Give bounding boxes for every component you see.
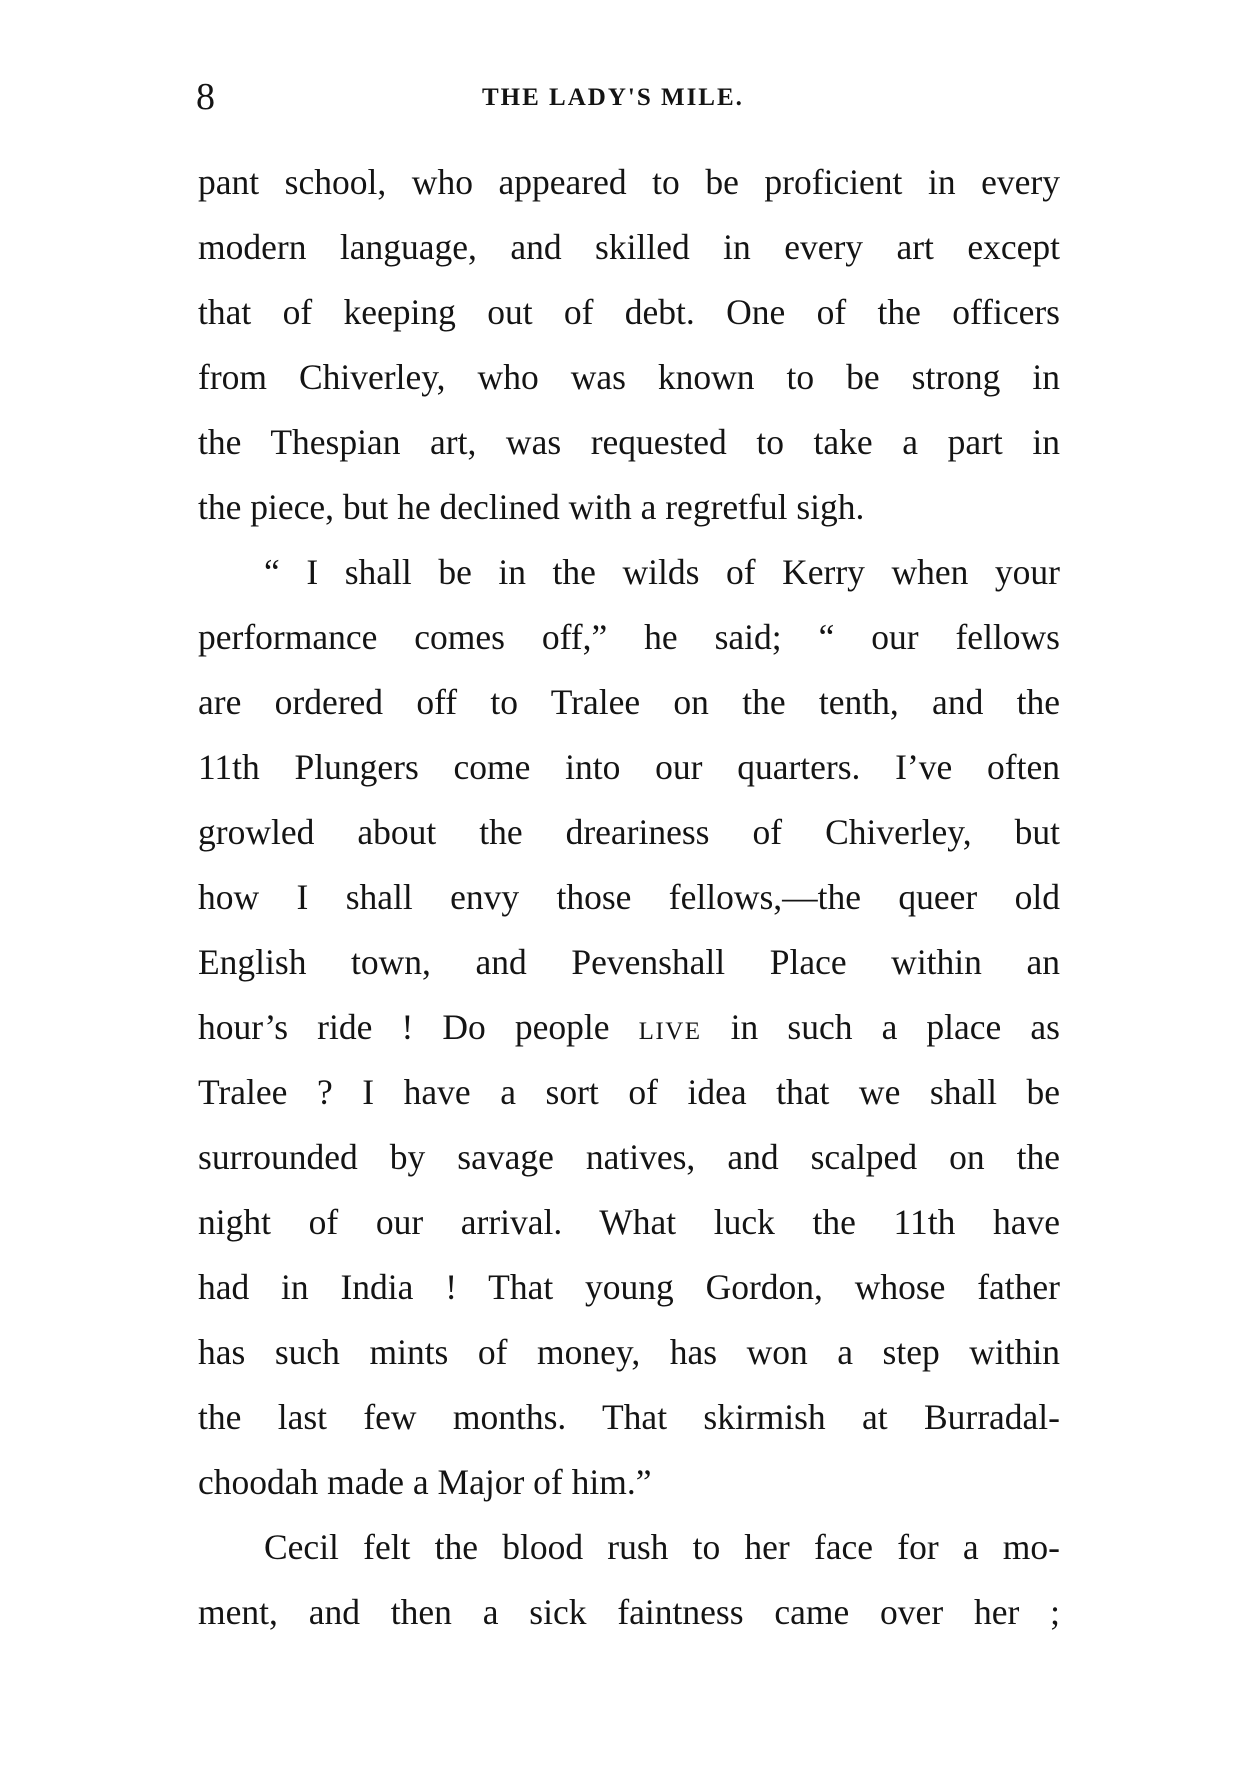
page-number: 8: [196, 76, 215, 118]
text-line: [198, 995, 1060, 1060]
text-line: the last few months. That skirmish at Burradal-: [198, 1397, 1060, 1437]
text-line: 11th Plungers come into our quarters. I’ve often: [198, 747, 1060, 787]
paragraph-start-line: Cecil felt the blood rush to her face for a mo-: [264, 1527, 1060, 1567]
text-line: that of keeping out of debt. One of the officers: [198, 292, 1060, 332]
text-line: English town, and Pevenshall Place within an: [198, 942, 1060, 982]
text-line: growled about the dreariness of Chiverley, but: [198, 812, 1060, 852]
text-line: pant school, who appeared to be proficient in every: [198, 162, 1060, 202]
text-line: surrounded by savage natives, and scalped on the: [198, 1137, 1060, 1177]
body-text: [198, 150, 1060, 1645]
text-line: the Thespian art, was requested to take a part in: [198, 422, 1060, 462]
text-line: choodah made a Major of him.”: [198, 1462, 652, 1502]
text-line: had in India ! That young Gordon, whose father: [198, 1267, 1060, 1307]
text-line: has such mints of money, has won a step within: [198, 1332, 1060, 1372]
text-line: from Chiverley, who was known to be strong in: [198, 357, 1060, 397]
text-segment: in such a place as: [701, 1007, 1060, 1047]
small-caps-word: LIVE: [638, 1018, 702, 1045]
text-line: ment, and then a sick faintness came over her ;: [198, 1592, 1060, 1632]
paragraph-start-line: “ I shall be in the wilds of Kerry when your: [264, 552, 1060, 592]
text-line: are ordered off to Tralee on the tenth, and the: [198, 682, 1060, 722]
text-line: night of our arrival. What luck the 11th have: [198, 1202, 1060, 1242]
page-header: [196, 72, 1056, 122]
text-line: Tralee ? I have a sort of idea that we shall be: [198, 1072, 1060, 1112]
text-segment: hour’s ride ! Do people: [198, 1007, 639, 1047]
text-line: the piece, but he declined with a regretful sigh.: [198, 487, 865, 527]
text-line: performance comes off,” he said; “ our fellows: [198, 617, 1060, 657]
text-line: modern language, and skilled in every art except: [198, 227, 1060, 267]
running-title: THE LADY'S MILE.: [482, 84, 744, 111]
text-line: how I shall envy those fellows,—the queer old: [198, 877, 1060, 917]
